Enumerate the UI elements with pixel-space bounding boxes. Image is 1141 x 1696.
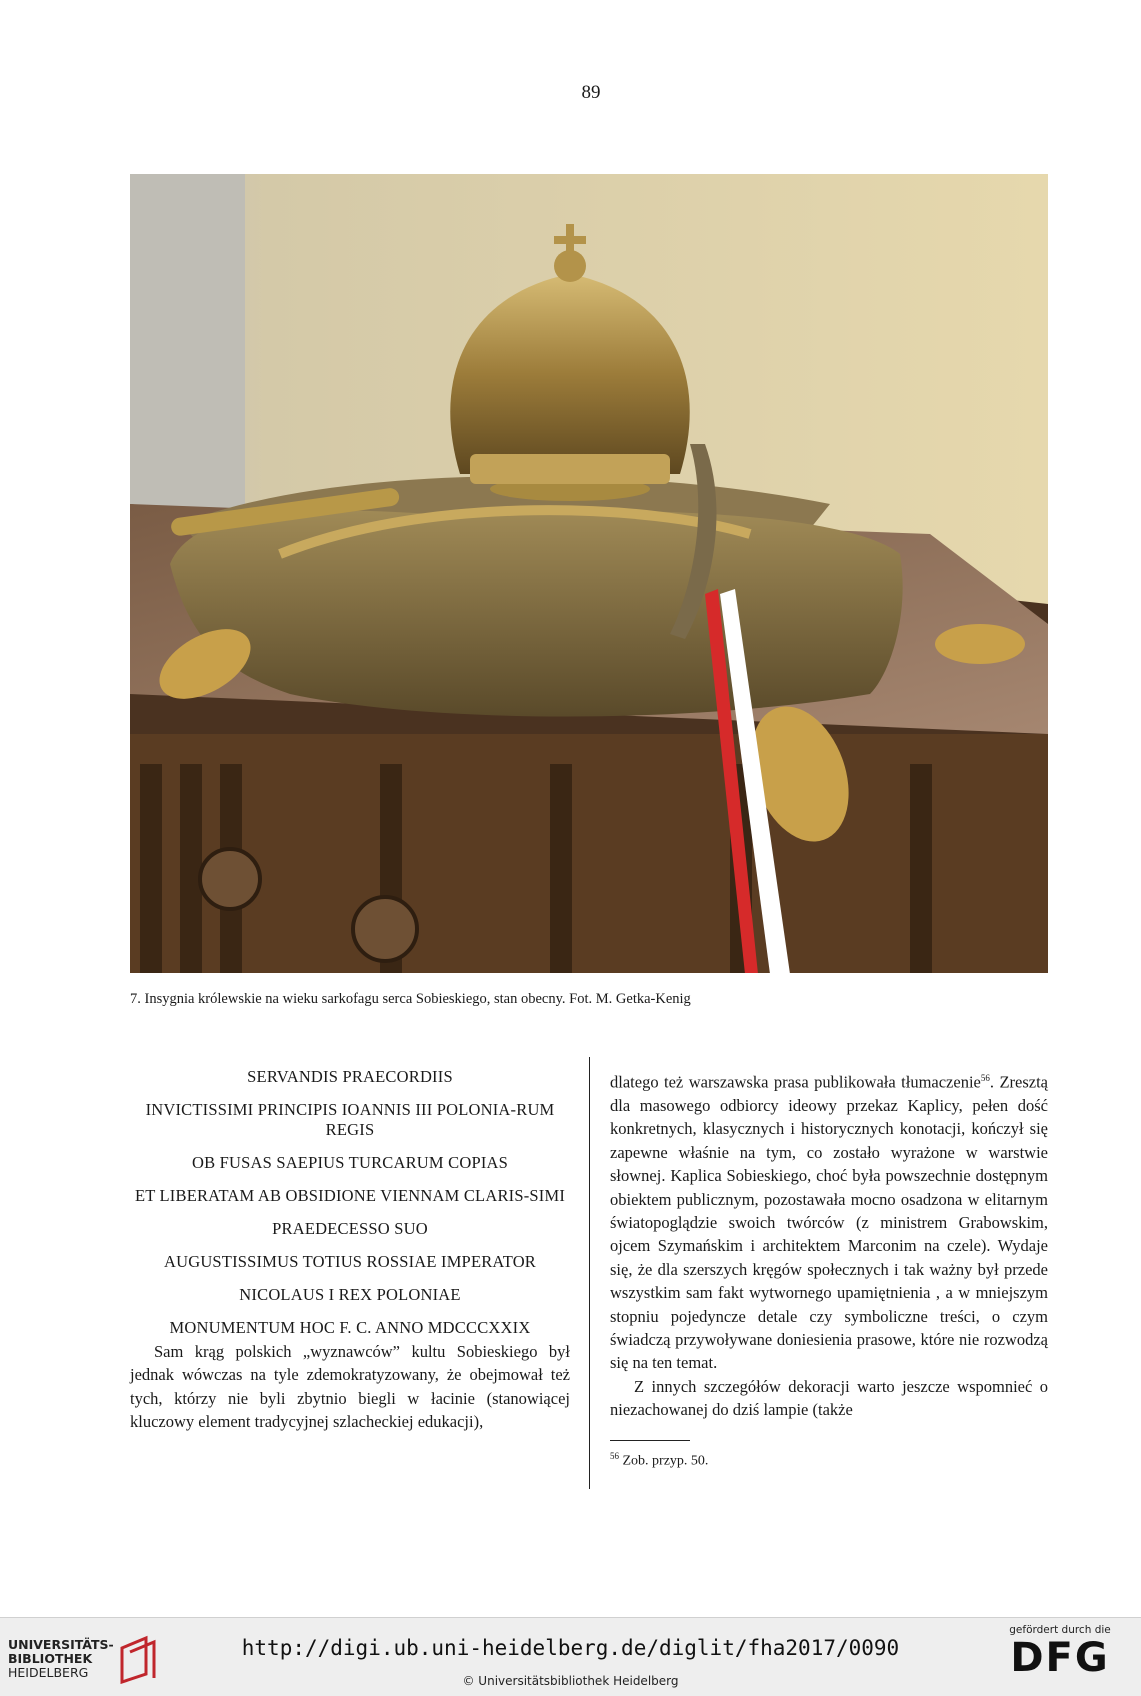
footnote-number: 56 [610,1450,619,1461]
left-column [130,1067,570,1434]
footnote [610,1451,1048,1470]
inscription-line: MONUMENTUM HOC F. C. ANNO MDCCCXXIX [169,1318,531,1337]
library-line: HEIDELBERG [8,1665,89,1680]
paragraph-text: dlatego też warszawska prasa publikowała tłumaczenie [610,1072,981,1092]
library-line: BIBLIOTHEK [8,1651,93,1666]
library-line: UNIVERSITÄTS- [8,1637,114,1652]
funded-by-label: gefördert durch die [1009,1624,1111,1636]
footnote-ref: 56 [980,1073,990,1083]
copyright-notice: © Universitätsbibliothek Heidelberg [462,1674,679,1688]
permalink-url[interactable]: http://digi.ub.uni-heidelberg.de/diglit/fha2017/0090 [241,1636,900,1660]
inscription-line: SERVANDIS PRAECORDIIS [247,1067,453,1086]
inscription-line: OB FUSAS SAEPIUS TURCARUM COPIAS [191,1153,509,1172]
body-paragraph: Sam krąg polskich „wyznawców” kultu Sobieskiego był jednak wówczas na tyle zdemokratyzowany, że obejmował też tych, którzy nie byli zbytnio biegli w łacinie (stanowiącej kluczowy element tradycyjnej szlacheckiej edukacji), [130,1342,570,1432]
body-paragraph: Z innych szczegółów dekoracji warto jeszcze wspomnieć o niezachowanej do dziś lampie (także [610,1376,1048,1420]
figure-caption: 7. Insygnia królewskie na wieku sarkofagu serca Sobieskiego, stan obecny. Fot. M. Getka-Kenig [130,991,691,1007]
digitization-footer [0,1617,1141,1696]
footnote-rule [610,1440,690,1441]
dfg-logo[interactable] [995,1624,1125,1680]
column-divider [589,1057,590,1489]
inscription-line: AUGUSTISSIMUS TOTIUS ROSSIAE IMPERATOR [163,1252,537,1271]
paragraph-text: . Zresztą dla masowego odbiorcy ideowy przekaz Kaplicy, pełen dość konkretnych, klasycznych i historycznych konotacji, kończył się zapewne właśnie na tym, co zostało wyrażone w warstwie słownej. Kaplica Sobieskiego, choć była powszechnie dostępnym obiektem publicznym, pozostawała mocno osadzona w elitarnym światopoglądzie swoich twórców (z ministrem Grabowskim, ojcem Szymańskim i architektem Marconim na czele). Wydaje się, że dla szerszych kręgów społecznych i tak ważny był przede wszystkim sam fakt wytwornego upamiętnienia , a w mniejszym stopniu pojedyncze detale czy symboliczne treści, o czym świadczą przywoływane doniesienia prasowe, które nie rozwodzą się na ten temat. [610,1072,1048,1373]
crown-insignia-illustration [130,174,1048,973]
inscription-line: PRAEDECESSO SUO [272,1219,428,1238]
figure-photo [130,174,1048,973]
inscription-line: ET LIBERATAM AB OBSIDIONE VIENNAM CLARIS-SIMI [134,1186,566,1205]
body-paragraph [610,1067,1048,1375]
footnote-text: Zob. przyp. 50. [622,1453,709,1469]
right-column [610,1067,1048,1469]
inscription-line: NICOLAUS I REX POLONIAE [239,1285,461,1304]
page-number: 89 [581,82,601,103]
inscription-line: INVICTISSIMI PRINCIPIS IOANNIS III POLONIA-RUM REGIS [145,1100,555,1139]
dfg-wordmark: DFG [1010,1635,1110,1681]
